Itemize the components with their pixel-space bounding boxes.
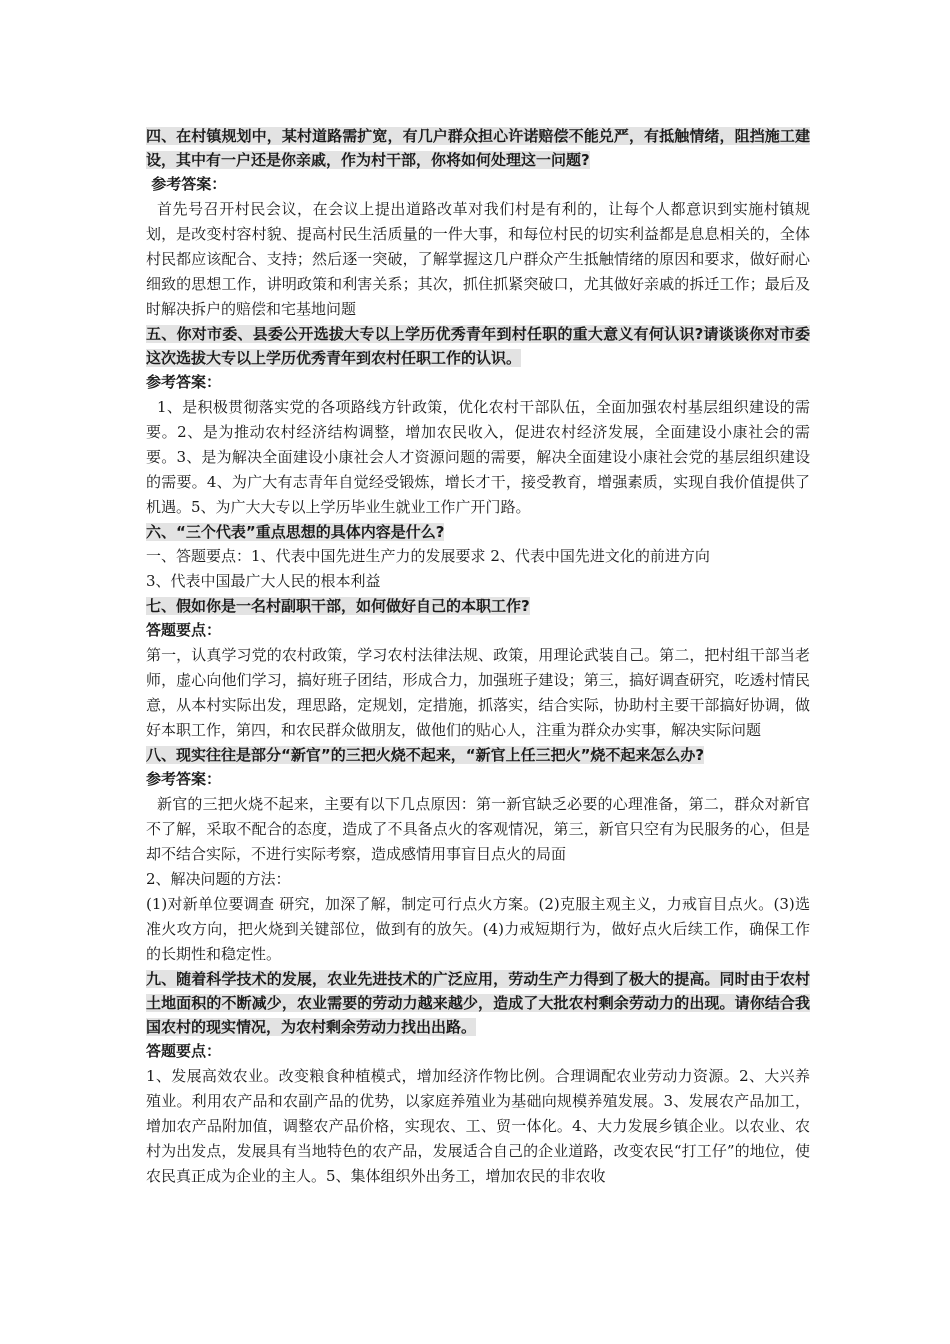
question-6-answer-line-2: 3、代表中国最广大人民的根本利益 [146,572,381,590]
question-7-title: 七、假如你是一名村副职干部，如何做好自己的本职工作? [146,597,530,615]
question-7-answer: 第一，认真学习党的农村政策，学习农村法律法规、政策，用理论武装自己。第二，把村组干部当老师，虚心向他们学习，搞好班子团结，形成合力，加强班子建设；第三，搞好调查研究，吃透村情民意，从本村实际出发，理思路，定规划，定措施，抓落实，结合实际，协助村主要干部搞好协调，做好本职工作，第四，和农民群众做朋友，做他们的贴心人，注重为群众办实事，解决实际问题 [146,646,810,739]
question-8-methods-title: 2、解决问题的方法： [146,870,291,888]
question-5-answer: 1、是积极贯彻落实党的各项路线方针政策，优化农村干部队伍，全面加强农村基层组织建设的需要。2、是为推动农村经济结构调整，增加农民收入，促进农村经济发展，全面建设小康社会的需要。3、是为解决全面建设小康社会人才资源问题的需要，解决全面建设小康社会党的基层组织建设的需要。4、为广大有志青年自觉经受锻炼，增长才干，接受教育，增强素质，实现自我价值提供了机遇。5、为广大大专以上学历毕业生就业工作广开门路。 [146,398,810,516]
question-4-title: 四、在村镇规划中，某村道路需扩宽，有几户群众担心许诺赔偿不能兑严，有抵触情绪，阻挡施工建设，其中有一户还是你亲戚，作为村干部，你将如何处理这一问题? [146,127,810,169]
question-9-title: 九、随着科学技术的发展，农业先进技术的广泛应用，劳动生产力得到了极大的提高。同时由于农村土地面积的不断减少，农业需要的劳动力越来越少，造成了大批农村剩余劳动力的出现。请你结合我国农村的现实情况，为农村剩余劳动力找出出路。 [146,970,810,1036]
question-7-answer-label: 答题要点： [146,621,222,639]
question-4-answer-label: 参考答案： [146,175,227,193]
question-8-methods: (1)对新单位要调查 研究，加深了解，制定可行点火方案。(2)克服主观主义，力戒盲目点火。(3)选准火攻方向，把火烧到关键部位，做到有的放矢。(4)力戒短期行为，做好点火后续工作，确保工作的长期性和稳定性。 [146,895,810,963]
question-9-answer: 1、发展高效农业。改变粮食种植模式，增加经济作物比例。合理调配农业劳动力资源。2、大兴养殖业。利用农产品和农副产品的优势，以家庭养殖业为基础向规模养殖发展。3、发展农产品加工，增加农产品附加值，调整农产品价格，实现农、工、贸一体化。4、大力发展乡镇企业。以农业、农村为出发点，发展具有当地特色的农产品，发展适合自己的企业道路，改变农民“打工仔”的地位，使农民真正成为企业的主人。5、集体组织外出务工，增加农民的非农收 [146,1067,810,1185]
question-4-answer: 首先号召开村民会议，在会议上提出道路改革对我们村是有利的，让每个人都意识到实施村镇规划，是改变村容村貌、提高村民生活质量的一件大事，和每位村民的切实利益都是息息相关的，全体村民都应该配合、支持；然后逐一突破，了解掌握这几户群众产生抵触情绪的原因和要求，做好耐心细致的思想工作，讲明政策和利害关系；其次，抓住抓紧突破口，尤其做好亲戚的拆迁工作；最后及时解决拆户的赔偿和宅基地问题 [146,200,810,318]
question-9-answer-label: 答题要点： [146,1042,222,1060]
question-5-answer-label: 参考答案： [146,373,222,391]
question-8-title: 八、现实往往是部分“新官”的三把火烧不起来，“新官上任三把火”烧不起来怎么办? [146,746,705,764]
question-8-answer: 新官的三把火烧不起来，主要有以下几点原因：第一新官缺乏必要的心理准备，第二，群众对新官不了解，采取不配合的态度，造成了不具备点火的客观情况，第三，新官只空有为民服务的心，但是却不结合实际，不进行实际考察，造成感情用事盲目点火的局面 [146,795,810,863]
question-6-title: 六、“三个代表”重点思想的具体内容是什么? [146,523,445,541]
document-page [146,124,810,1189]
question-6-answer-line-1: 一、答题要点：1、代表中国先进生产力的发展要求 2、代表中国先进文化的前进方向 [146,547,710,565]
question-5-title: 五、你对市委、县委公开选拔大专以上学历优秀青年到村任职的重大意义有何认识?请谈谈你对市委这次选拔大专以上学历优秀青年到农村任职工作的认识。 [146,325,810,367]
question-8-answer-label: 参考答案： [146,770,222,788]
